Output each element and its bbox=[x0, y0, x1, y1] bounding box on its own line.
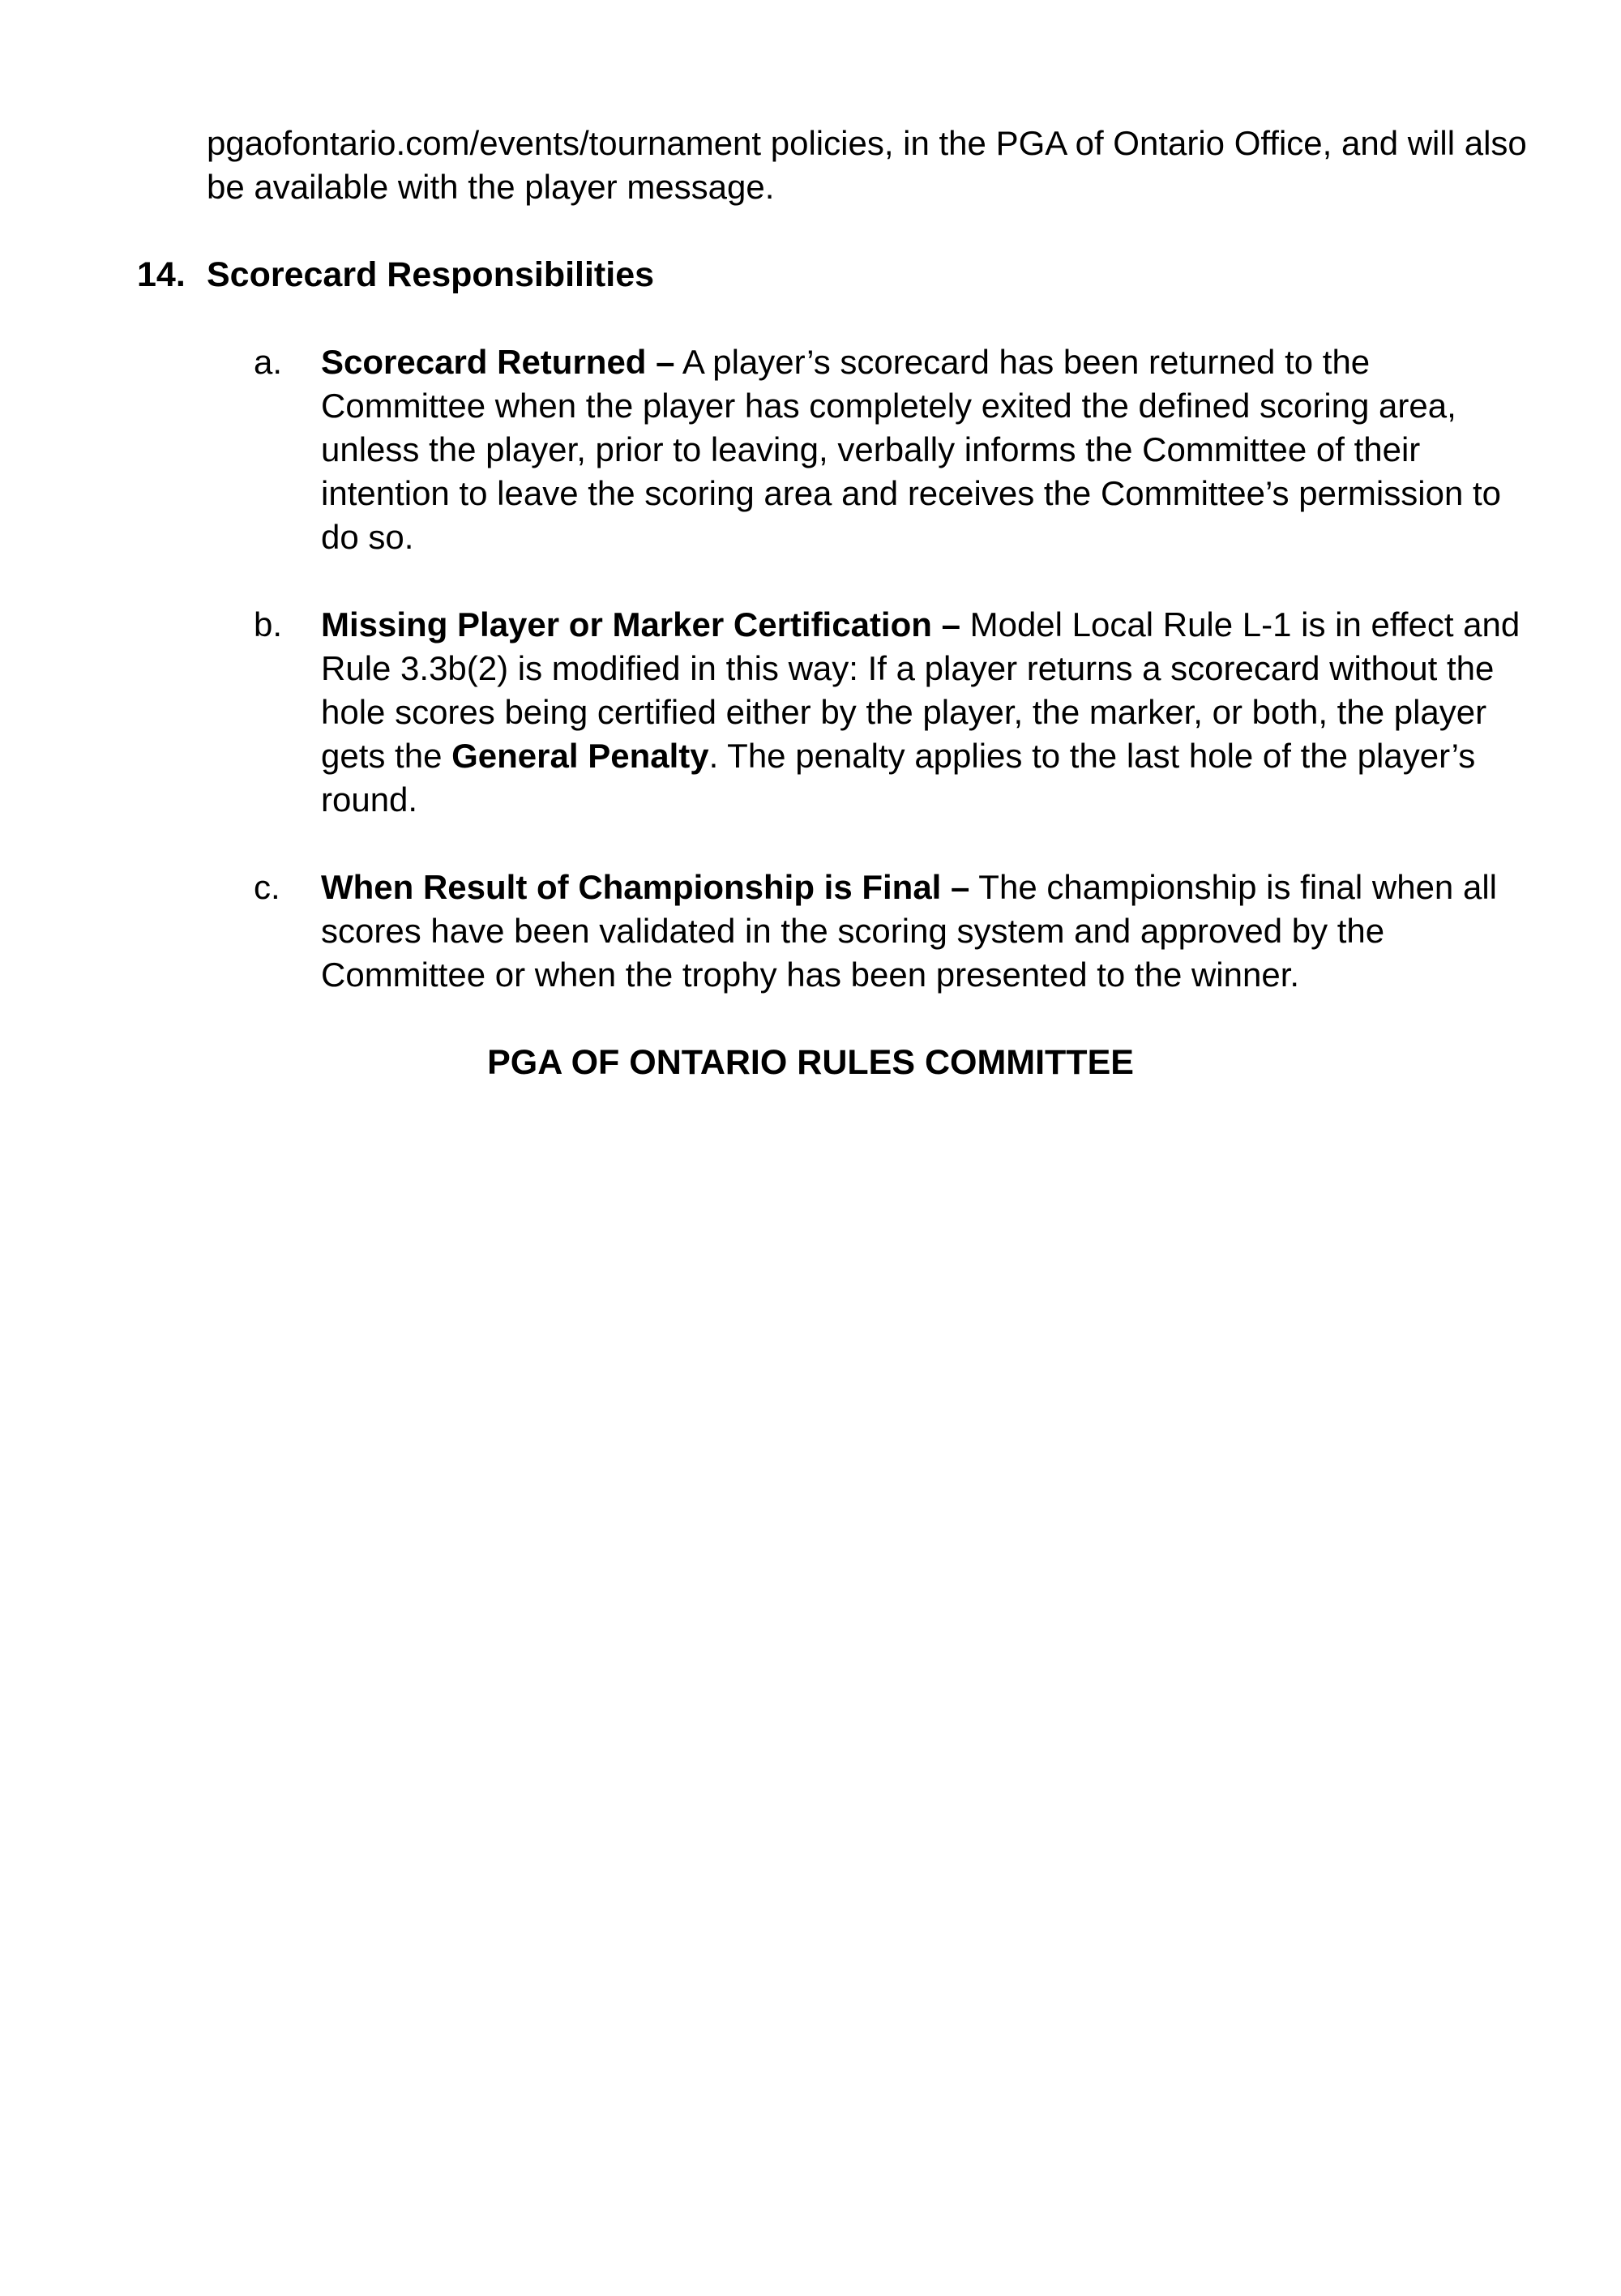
item-letter-c: c. bbox=[254, 868, 280, 906]
list-item-b bbox=[254, 603, 1532, 822]
list-item-a bbox=[254, 340, 1532, 559]
list-item-c bbox=[254, 866, 1532, 997]
item-text-b bbox=[321, 603, 1532, 822]
item-lead-a: Scorecard Returned – bbox=[321, 343, 675, 381]
section-title: Scorecard Responsibilities bbox=[207, 255, 655, 294]
item-lead-c: When Result of Championship is Final – bbox=[321, 868, 970, 906]
item-text-a bbox=[321, 340, 1532, 559]
item-body-before-b: Model Local Rule L-1 is in effect and Rule 3.3b(2) is modified in this way: If a player returns a scorecard without the hole scores being certified either by the player, the marker, or both, the player gets the bbox=[321, 605, 1520, 775]
item-letter-a: a. bbox=[254, 343, 283, 381]
item-body-text-a: A player’s scorecard has been returned to the Committee when the player has completely exited the defined scoring area, unless the player, prior to leaving, verbally informs the Committee of their intention to leave the scoring area and receives the Committee’s permission to do so. bbox=[321, 343, 1501, 556]
section-heading bbox=[137, 253, 1532, 297]
intro-paragraph: pgaofontario.com/events/tournament policies, in the PGA of Ontario Office, and will also be available with the player message. bbox=[207, 124, 1527, 206]
item-text-c bbox=[321, 866, 1532, 997]
item-letter-b: b. bbox=[254, 605, 283, 643]
section-number: 14. bbox=[137, 255, 186, 294]
item-lead-b: Missing Player or Marker Certification – bbox=[321, 605, 960, 643]
committee-title: PGA OF ONTARIO RULES COMMITTEE bbox=[487, 1043, 1134, 1082]
item-body-text-c: The championship is final when all scores have been validated in the scoring system and approved by the Committee or when the trophy has been presented to the winner. bbox=[321, 868, 1497, 994]
item-bold-mid-b: General Penalty bbox=[451, 737, 709, 775]
document-page bbox=[0, 0, 1621, 1084]
item-body-after-b: . The penalty applies to the last hole of the player’s round. bbox=[321, 737, 1476, 819]
